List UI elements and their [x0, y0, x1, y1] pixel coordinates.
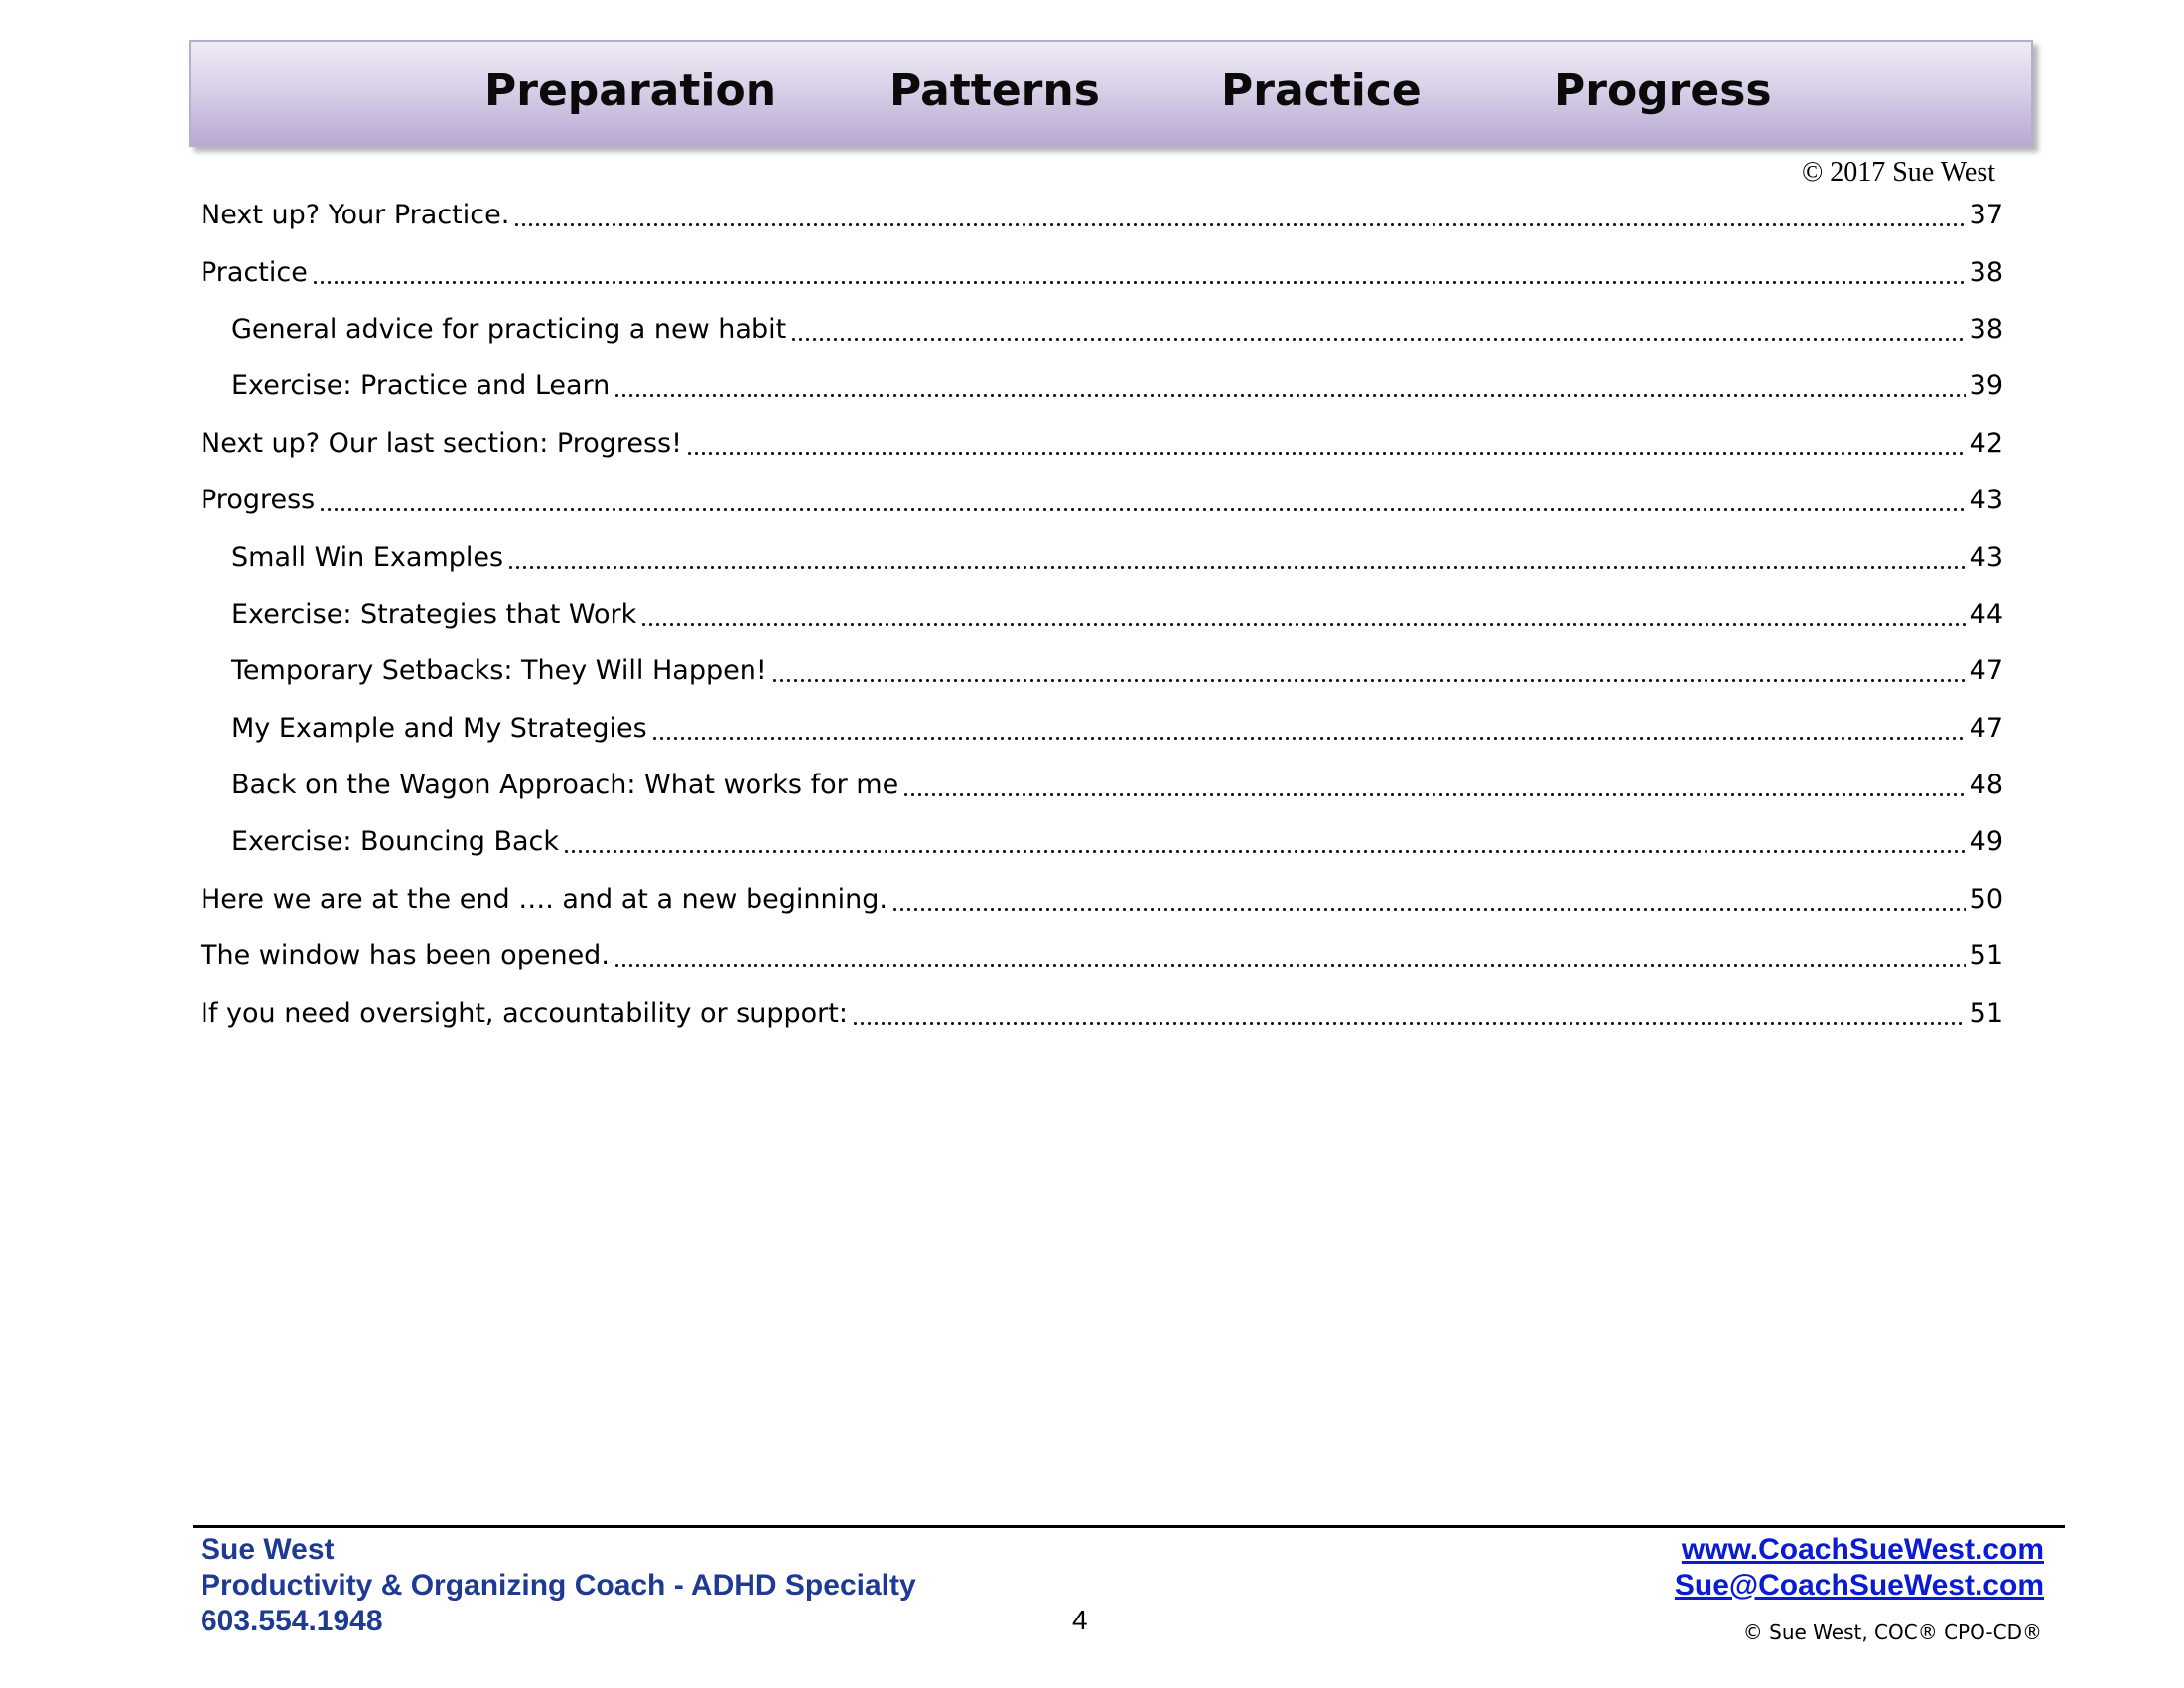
- toc-entry-title: The window has been opened.: [201, 940, 610, 972]
- toc-entry[interactable]: [201, 528, 2003, 585]
- banner-section-patterns: Patterns: [889, 66, 1100, 116]
- toc-entry-page: 38: [1969, 313, 2003, 345]
- toc-entry-page: 38: [1969, 256, 2003, 288]
- footer-contact: [201, 1532, 916, 1639]
- footer-tagline: Productivity & Organizing Coach - ADHD Specialty: [201, 1569, 916, 1602]
- toc-dot-leader: [513, 202, 1965, 228]
- section-banner: [189, 40, 2033, 147]
- toc-entry-page: 43: [1969, 541, 2003, 573]
- toc-entry-title: Exercise: Bouncing Back: [231, 826, 560, 858]
- toc-entry[interactable]: [201, 187, 2003, 243]
- toc-entry[interactable]: [201, 357, 2003, 414]
- toc-dot-leader: [771, 657, 1966, 684]
- toc-entry-title: Temporary Setbacks: They Will Happen!: [231, 655, 767, 687]
- toc-entry-page: 49: [1969, 826, 2003, 858]
- toc-dot-leader: [852, 1000, 1966, 1027]
- toc-entry-title: Next up? Our last section: Progress!: [201, 427, 682, 459]
- toc-entry-title: Here we are at the end …. and at a new beginning.: [201, 883, 887, 914]
- toc-entry-page: 42: [1969, 427, 2003, 459]
- toc-entry[interactable]: [201, 586, 2003, 642]
- toc-entry-page: 37: [1969, 200, 2003, 231]
- toc-entry-title: Practice: [201, 256, 308, 288]
- toc-dot-leader: [891, 886, 1966, 913]
- toc-entry[interactable]: [201, 700, 2003, 757]
- email-link[interactable]: Sue@CoachSueWest.com: [1674, 1569, 2044, 1602]
- toc-entry[interactable]: [201, 642, 2003, 699]
- banner-section-practice: Practice: [1221, 66, 1422, 116]
- website-link[interactable]: www.CoachSueWest.com: [1681, 1533, 2044, 1566]
- toc-dot-leader: [640, 601, 1965, 628]
- footer-links: [1675, 1532, 2044, 1604]
- toc-dot-leader: [614, 942, 1966, 969]
- toc-dot-leader: [651, 715, 1966, 742]
- footer-name: Sue West: [201, 1533, 335, 1566]
- toc-entry[interactable]: [201, 813, 2003, 870]
- toc-entry-title: Back on the Wagon Approach: What works for me: [231, 770, 899, 801]
- toc-entry-page: 43: [1969, 485, 2003, 516]
- toc-dot-leader: [614, 372, 1965, 399]
- toc-entry-page: 51: [1969, 940, 2003, 972]
- page-number: 4: [1072, 1605, 1088, 1635]
- toc-entry[interactable]: [201, 472, 2003, 528]
- copyright-notice-top: © 2017 Sue West: [1801, 157, 1995, 188]
- toc-dot-leader: [312, 259, 1966, 286]
- toc-entry-page: 44: [1969, 598, 2003, 630]
- toc-entry-title: If you need oversight, accountability or support:: [201, 997, 848, 1029]
- toc-entry-title: My Example and My Strategies: [231, 712, 647, 744]
- copyright-notice-bottom: © Sue West, COC® CPO-CD®: [1742, 1620, 2042, 1644]
- toc-entry-title: Exercise: Strategies that Work: [231, 598, 637, 630]
- banner-section-progress: Progress: [1554, 66, 1772, 116]
- toc-entry-page: 47: [1969, 712, 2003, 744]
- footer-divider: [193, 1525, 2065, 1528]
- toc-entry[interactable]: [201, 301, 2003, 357]
- toc-dot-leader: [686, 430, 1966, 457]
- toc-dot-leader: [563, 828, 1966, 855]
- footer-phone: 603.554.1948: [201, 1605, 383, 1637]
- toc-entry[interactable]: [201, 871, 2003, 927]
- toc-entry-title: Progress: [201, 485, 316, 516]
- toc-entry-page: 47: [1969, 655, 2003, 687]
- toc-entry-page: 50: [1969, 883, 2003, 914]
- toc-entry-title: Next up? Your Practice.: [201, 200, 510, 231]
- toc-entry-title: General advice for practicing a new habit: [231, 313, 787, 345]
- table-of-contents: [201, 187, 2003, 1042]
- toc-entry-title: Small Win Examples: [231, 541, 504, 573]
- toc-dot-leader: [790, 316, 1965, 343]
- toc-entry-page: 51: [1969, 997, 2003, 1029]
- toc-dot-leader: [902, 772, 1965, 798]
- banner-section-preparation: Preparation: [484, 66, 777, 116]
- toc-entry[interactable]: [201, 757, 2003, 813]
- toc-entry[interactable]: [201, 984, 2003, 1041]
- toc-entry-page: 48: [1969, 770, 2003, 801]
- toc-dot-leader: [507, 544, 1966, 571]
- toc-entry[interactable]: [201, 927, 2003, 984]
- toc-dot-leader: [319, 487, 1965, 513]
- toc-entry-title: Exercise: Practice and Learn: [231, 370, 611, 402]
- toc-entry-page: 39: [1969, 370, 2003, 402]
- toc-entry[interactable]: [201, 243, 2003, 300]
- toc-entry[interactable]: [201, 415, 2003, 472]
